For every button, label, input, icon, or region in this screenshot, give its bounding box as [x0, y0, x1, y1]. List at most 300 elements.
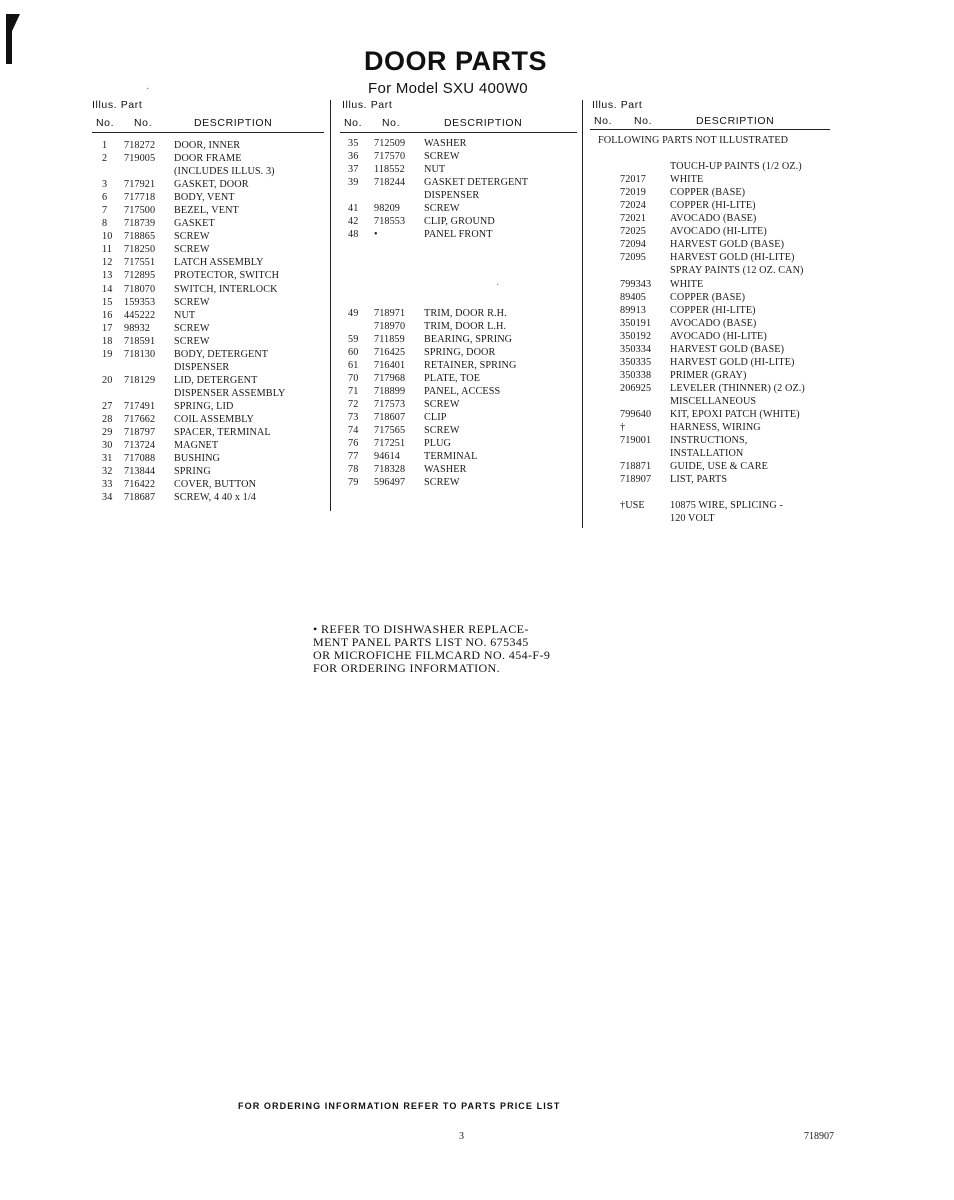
illus-number: 77: [348, 451, 359, 463]
illus-number: 30: [102, 440, 113, 452]
illus-part-header: Illus. Part: [592, 99, 643, 111]
part-number: 716425: [374, 346, 406, 358]
illus-no-header: No.: [594, 115, 613, 127]
table-row: [340, 346, 577, 359]
part-number: 717570: [374, 151, 406, 163]
part-number: 717551: [124, 257, 156, 269]
illus-number: 78: [348, 464, 359, 476]
parts-rows: [590, 134, 830, 525]
part-description: COPPER (BASE): [670, 291, 746, 303]
part-description: AVOCADO (BASE): [670, 213, 757, 225]
illus-number: 15: [102, 296, 113, 308]
part-description: LIST, PARTS: [670, 474, 728, 486]
part-description: NUT: [174, 309, 196, 321]
part-number: 718272: [124, 140, 156, 151]
table-row: [340, 450, 577, 463]
part-description: AVOCADO (BASE): [670, 317, 757, 329]
illus-number: 49: [348, 307, 359, 319]
part-number: †USE: [620, 500, 645, 512]
table-row: [92, 452, 324, 465]
table-row: [590, 473, 830, 486]
illus-no-header: No.: [344, 117, 363, 129]
part-number: 718899: [374, 385, 406, 397]
illus-number: 74: [348, 425, 359, 437]
part-number: 718591: [124, 335, 156, 347]
part-number: •: [374, 229, 378, 241]
part-number: 719005: [124, 153, 156, 165]
part-description: DISPENSER: [174, 361, 230, 373]
part-description: SCREW: [424, 203, 460, 215]
illus-number: 39: [348, 177, 359, 189]
part-description: PROTECTOR, SWITCH: [174, 270, 280, 282]
table-row: [92, 322, 324, 335]
table-row: [92, 439, 324, 452]
part-description: TERMINAL: [424, 451, 478, 463]
table-row: [92, 400, 324, 413]
table-row: [340, 228, 577, 241]
part-number: 72094: [620, 239, 646, 251]
table-row: [92, 309, 324, 322]
illus-number: 59: [348, 333, 359, 345]
part-number: 718970: [374, 320, 406, 332]
part-number: 350192: [620, 330, 652, 342]
document-number: 718907: [804, 1131, 834, 1142]
part-description: INSTRUCTIONS,: [670, 435, 748, 447]
table-row: [590, 499, 830, 512]
parts-column-1: [92, 97, 324, 504]
part-number: 716422: [124, 479, 156, 491]
illus-number: 14: [102, 283, 113, 295]
illus-number: 19: [102, 348, 113, 360]
part-number: 717491: [124, 400, 156, 412]
table-row: [340, 202, 577, 215]
table-row: [92, 361, 324, 374]
table-row: [340, 189, 577, 202]
part-description: 120 VOLT: [670, 513, 715, 525]
part-number: 118552: [374, 164, 405, 176]
table-row: [92, 165, 324, 178]
parts-column-3: [590, 97, 830, 524]
part-description: DOOR, INNER: [174, 140, 241, 151]
part-number: 718607: [374, 411, 406, 423]
part-description: NUT: [424, 164, 446, 176]
table-row: [92, 139, 324, 152]
part-description: BEARING, SPRING: [424, 333, 513, 345]
table-row: [590, 317, 830, 330]
table-row: [340, 254, 577, 267]
stray-mark: ·: [146, 84, 150, 95]
part-number: 719001: [620, 435, 652, 447]
table-row: [590, 238, 830, 251]
part-number: 717718: [124, 192, 156, 204]
table-row: [340, 215, 577, 228]
table-row: [340, 437, 577, 450]
illus-number: 34: [102, 492, 113, 504]
column-header: [590, 97, 830, 133]
table-row: [590, 421, 830, 434]
table-row: [340, 163, 577, 176]
part-description: KIT, EPOXI PATCH (WHITE): [670, 408, 800, 420]
part-description: SCREW: [174, 231, 210, 243]
description-header: DESCRIPTION: [194, 117, 273, 129]
part-number: 98932: [124, 322, 150, 334]
illus-number: 12: [102, 257, 113, 269]
table-row: [340, 267, 577, 280]
part-number: 718739: [124, 218, 156, 230]
part-description: SCREW: [424, 151, 460, 163]
parts-rows: [92, 139, 324, 504]
page-title: DOOR PARTS: [364, 46, 548, 76]
illus-number: 70: [348, 372, 359, 384]
part-description: SCREW: [424, 477, 460, 489]
illus-number: 60: [348, 346, 359, 358]
table-row: [590, 330, 830, 343]
part-description: LID, DETERGENT: [174, 374, 258, 386]
part-number: 445222: [124, 309, 156, 321]
illus-number: 35: [348, 138, 359, 149]
table-row: [590, 186, 830, 199]
part-number: 718907: [620, 474, 652, 486]
table-row: [590, 212, 830, 225]
part-description: COPPER (HI-LITE): [670, 200, 756, 212]
part-number: 713724: [124, 440, 156, 452]
table-row: [340, 320, 577, 333]
illus-number: 2: [102, 153, 108, 165]
table-row: [340, 372, 577, 385]
table-row: [590, 356, 830, 369]
corner-registration-bar: [6, 14, 12, 64]
table-row: [590, 382, 830, 395]
note-line: MENT PANEL PARTS LIST NO. 675345: [313, 635, 529, 649]
table-row: [92, 269, 324, 282]
part-number: 718871: [620, 461, 652, 473]
table-row: [590, 512, 830, 525]
part-number: 72017: [620, 174, 646, 186]
table-row: [590, 160, 830, 173]
table-row: [340, 359, 577, 372]
table-row: [590, 264, 830, 277]
table-row: [92, 243, 324, 256]
part-description: GASKET: [174, 218, 215, 230]
table-row: [92, 191, 324, 204]
illus-part-header: Illus. Part: [342, 99, 393, 111]
illus-number: 76: [348, 438, 359, 450]
part-number: 712895: [124, 270, 156, 282]
part-number: 718328: [374, 464, 406, 476]
part-number: 717500: [124, 205, 156, 217]
illus-number: 42: [348, 216, 359, 228]
part-number: 718553: [374, 216, 406, 228]
part-number: 89405: [620, 291, 646, 303]
table-row: [92, 178, 324, 191]
table-row: [590, 486, 830, 499]
table-row: [340, 385, 577, 398]
part-number: 718865: [124, 231, 156, 243]
part-description: SCREW: [424, 425, 460, 437]
part-number: 718130: [124, 348, 156, 360]
illus-number: 79: [348, 477, 359, 489]
table-row: [340, 333, 577, 346]
part-description: SPRING, LID: [174, 400, 234, 412]
part-number: 159353: [124, 296, 156, 308]
table-row: [340, 281, 577, 294]
part-number: 717573: [374, 398, 406, 410]
part-description: AVOCADO (HI-LITE): [670, 330, 767, 342]
part-description: SPRING, DOOR: [424, 346, 496, 358]
illus-number: 8: [102, 218, 108, 230]
part-number: 718250: [124, 244, 156, 256]
illus-number: 29: [102, 427, 113, 439]
part-description: COIL ASSEMBLY: [174, 413, 254, 425]
part-description: FOLLOWING PARTS NOT ILLUSTRATED: [598, 135, 789, 146]
part-description: HARVEST GOLD (HI-LITE): [670, 356, 795, 368]
table-row: [340, 398, 577, 411]
part-number: 717921: [124, 179, 156, 191]
part-description: (INCLUDES ILLUS. 3): [174, 166, 275, 178]
part-description: SCREW: [174, 244, 210, 256]
part-description: TOUCH-UP PAINTS (1/2 OZ.): [670, 161, 802, 173]
part-number: 350338: [620, 369, 652, 381]
part-description: BODY, DETERGENT: [174, 348, 269, 360]
table-row: [590, 434, 830, 447]
part-description: TRIM, DOOR R.H.: [424, 307, 507, 319]
part-no-header: No.: [634, 115, 653, 127]
part-description: COPPER (BASE): [670, 187, 746, 199]
part-description: INSTALLATION: [670, 448, 744, 460]
part-number: 799640: [620, 408, 652, 420]
note-line: FOR ORDERING INFORMATION.: [313, 661, 501, 675]
part-number: 596497: [374, 477, 406, 489]
part-description: LEVELER (THINNER) (2 OZ.): [670, 382, 805, 394]
part-description: SPACER, TERMINAL: [174, 427, 271, 439]
table-row: [92, 335, 324, 348]
part-number: 89913: [620, 304, 646, 316]
part-number: 350334: [620, 343, 652, 355]
part-number: 72095: [620, 252, 646, 264]
table-row: [590, 291, 830, 304]
part-description: DOOR FRAME: [174, 153, 242, 165]
table-row: [92, 230, 324, 243]
part-number: 799343: [620, 278, 652, 290]
illus-number: 3: [102, 179, 108, 191]
table-row: [340, 307, 577, 320]
part-description: COPPER (HI-LITE): [670, 304, 756, 316]
table-row: [590, 199, 830, 212]
illus-number: 32: [102, 466, 113, 478]
illus-number: 36: [348, 151, 359, 163]
table-row: [92, 413, 324, 426]
part-description: DISPENSER ASSEMBLY: [174, 387, 286, 399]
part-description: BODY, VENT: [174, 192, 235, 204]
part-number: 350191: [620, 317, 652, 329]
note-line: OR MICROFICHE FILMCARD NO. 454-F-9: [313, 648, 551, 662]
table-row: [590, 369, 830, 382]
table-row: [92, 152, 324, 165]
part-description: WASHER: [424, 138, 467, 149]
part-description: SCREW: [174, 322, 210, 334]
illus-number: 48: [348, 229, 359, 241]
part-number: 718129: [124, 374, 156, 386]
illus-number: 7: [102, 205, 108, 217]
page-number: 3: [459, 1131, 464, 1142]
part-number: 717251: [374, 438, 406, 450]
part-description: SPRAY PAINTS (12 OZ. CAN): [670, 265, 804, 277]
table-row: [590, 251, 830, 264]
table-row: [340, 476, 577, 489]
illus-number: 37: [348, 164, 359, 176]
table-row: [590, 134, 830, 147]
part-description: PANEL FRONT: [424, 229, 493, 241]
parts-column-2: [340, 97, 577, 489]
table-row: [590, 460, 830, 473]
table-row: [340, 176, 577, 189]
part-description: PANEL, ACCESS: [424, 385, 501, 397]
table-row: [340, 411, 577, 424]
part-description: MAGNET: [174, 440, 219, 452]
description-header: DESCRIPTION: [444, 117, 523, 129]
parts-rows: [340, 137, 577, 489]
note-line: • REFER TO DISHWASHER REPLACE-: [313, 622, 529, 636]
illus-number: 13: [102, 270, 113, 282]
description-header: DESCRIPTION: [696, 115, 775, 127]
part-number: 717968: [374, 372, 406, 384]
table-row: [92, 348, 324, 361]
illus-number: 16: [102, 309, 113, 321]
illus-number: 73: [348, 411, 359, 423]
part-description: AVOCADO (HI-LITE): [670, 226, 767, 238]
table-row: [92, 374, 324, 387]
part-number: 718070: [124, 283, 156, 295]
column-header: [340, 97, 577, 133]
part-description: WASHER: [424, 464, 467, 476]
illus-number: 72: [348, 398, 359, 410]
illus-number: 33: [102, 479, 113, 491]
part-description: PLATE, TOE: [424, 372, 481, 384]
part-description: TRIM, DOOR L.H.: [424, 320, 507, 332]
part-number: 717662: [124, 413, 156, 425]
part-description: RETAINER, SPRING: [424, 359, 517, 371]
part-number: 712509: [374, 138, 406, 149]
part-description: GASKET DETERGENT: [424, 177, 529, 189]
illus-number: 17: [102, 322, 113, 334]
part-description: BUSHING: [174, 453, 220, 465]
table-row: [92, 204, 324, 217]
part-description: SCREW: [424, 398, 460, 410]
illus-number: 31: [102, 453, 113, 465]
part-number: 711859: [374, 333, 405, 345]
part-description: SPRING: [174, 466, 211, 478]
part-description: COVER, BUTTON: [174, 479, 257, 491]
table-row: [590, 225, 830, 238]
table-row: [92, 296, 324, 309]
part-description: WHITE: [670, 278, 704, 290]
table-row: [340, 150, 577, 163]
part-description: DISPENSER: [424, 190, 480, 202]
illus-number: 20: [102, 374, 113, 386]
illus-number: 1: [102, 140, 108, 151]
illus-number: 61: [348, 359, 359, 371]
table-row: [92, 217, 324, 230]
part-description: GUIDE, USE & CARE: [670, 461, 768, 473]
part-description: SCREW, 4 40 x 1/4: [174, 492, 256, 504]
part-description: SCREW: [174, 335, 210, 347]
part-number: 72024: [620, 200, 646, 212]
part-description: LATCH ASSEMBLY: [174, 257, 264, 269]
part-number: †: [620, 422, 626, 434]
part-number: 94614: [374, 451, 400, 463]
part-description: MISCELLANEOUS: [670, 395, 757, 407]
ordering-footer: FOR ORDERING INFORMATION REFER TO PARTS PRICE LIST: [238, 1101, 561, 1111]
part-number: 98209: [374, 203, 400, 215]
table-row: [92, 387, 324, 400]
part-number: 716401: [374, 359, 406, 371]
part-number: 717088: [124, 453, 156, 465]
part-description: BEZEL, VENT: [174, 205, 239, 217]
part-description: WHITE: [670, 174, 704, 186]
table-row: [92, 478, 324, 491]
part-description: HARVEST GOLD (BASE): [670, 343, 785, 355]
table-row: [590, 447, 830, 460]
table-row: [590, 173, 830, 186]
model-subtitle: For Model SXU 400W0: [368, 80, 528, 97]
part-no-header: No.: [382, 117, 401, 129]
column-divider-1: [330, 100, 331, 511]
illus-no-header: No.: [96, 117, 115, 129]
part-number: 350335: [620, 356, 652, 368]
part-description: PLUG: [424, 438, 452, 450]
part-description: HARVEST GOLD (BASE): [670, 239, 785, 251]
replacement-panel-note: [313, 623, 550, 675]
table-row: [590, 278, 830, 291]
table-row: [590, 304, 830, 317]
part-description: PRIMER (GRAY): [670, 369, 747, 381]
table-row: [590, 395, 830, 408]
part-number: 718797: [124, 427, 156, 439]
header-rule: [340, 132, 577, 134]
part-number: 718687: [124, 492, 156, 504]
part-number: 72019: [620, 187, 646, 199]
part-number: 713844: [124, 466, 156, 478]
table-row: [340, 463, 577, 476]
table-row: [340, 137, 577, 150]
illus-number: 18: [102, 335, 113, 347]
table-row: [590, 343, 830, 356]
illus-number: 28: [102, 413, 113, 425]
stray-mark: ·: [496, 280, 500, 291]
table-row: [92, 426, 324, 439]
table-row: [92, 283, 324, 296]
header-rule: [92, 132, 324, 134]
header-rule: [590, 129, 830, 131]
part-description: CLIP, GROUND: [424, 216, 495, 228]
table-row: [340, 241, 577, 254]
column-divider-2: [582, 100, 583, 528]
illus-number: 11: [102, 244, 113, 256]
column-header: [92, 97, 324, 133]
illus-number: 10: [102, 231, 113, 243]
part-number: 72025: [620, 226, 646, 238]
part-description: HARVEST GOLD (HI-LITE): [670, 252, 795, 264]
table-row: [92, 256, 324, 269]
illus-number: 71: [348, 385, 359, 397]
part-no-header: No.: [134, 117, 153, 129]
part-description: SWITCH, INTERLOCK: [174, 283, 278, 295]
part-description: CLIP: [424, 411, 447, 423]
part-number: 718971: [374, 307, 406, 319]
part-description: GASKET, DOOR: [174, 179, 249, 191]
table-row: [92, 491, 324, 504]
part-number: 206925: [620, 382, 652, 394]
